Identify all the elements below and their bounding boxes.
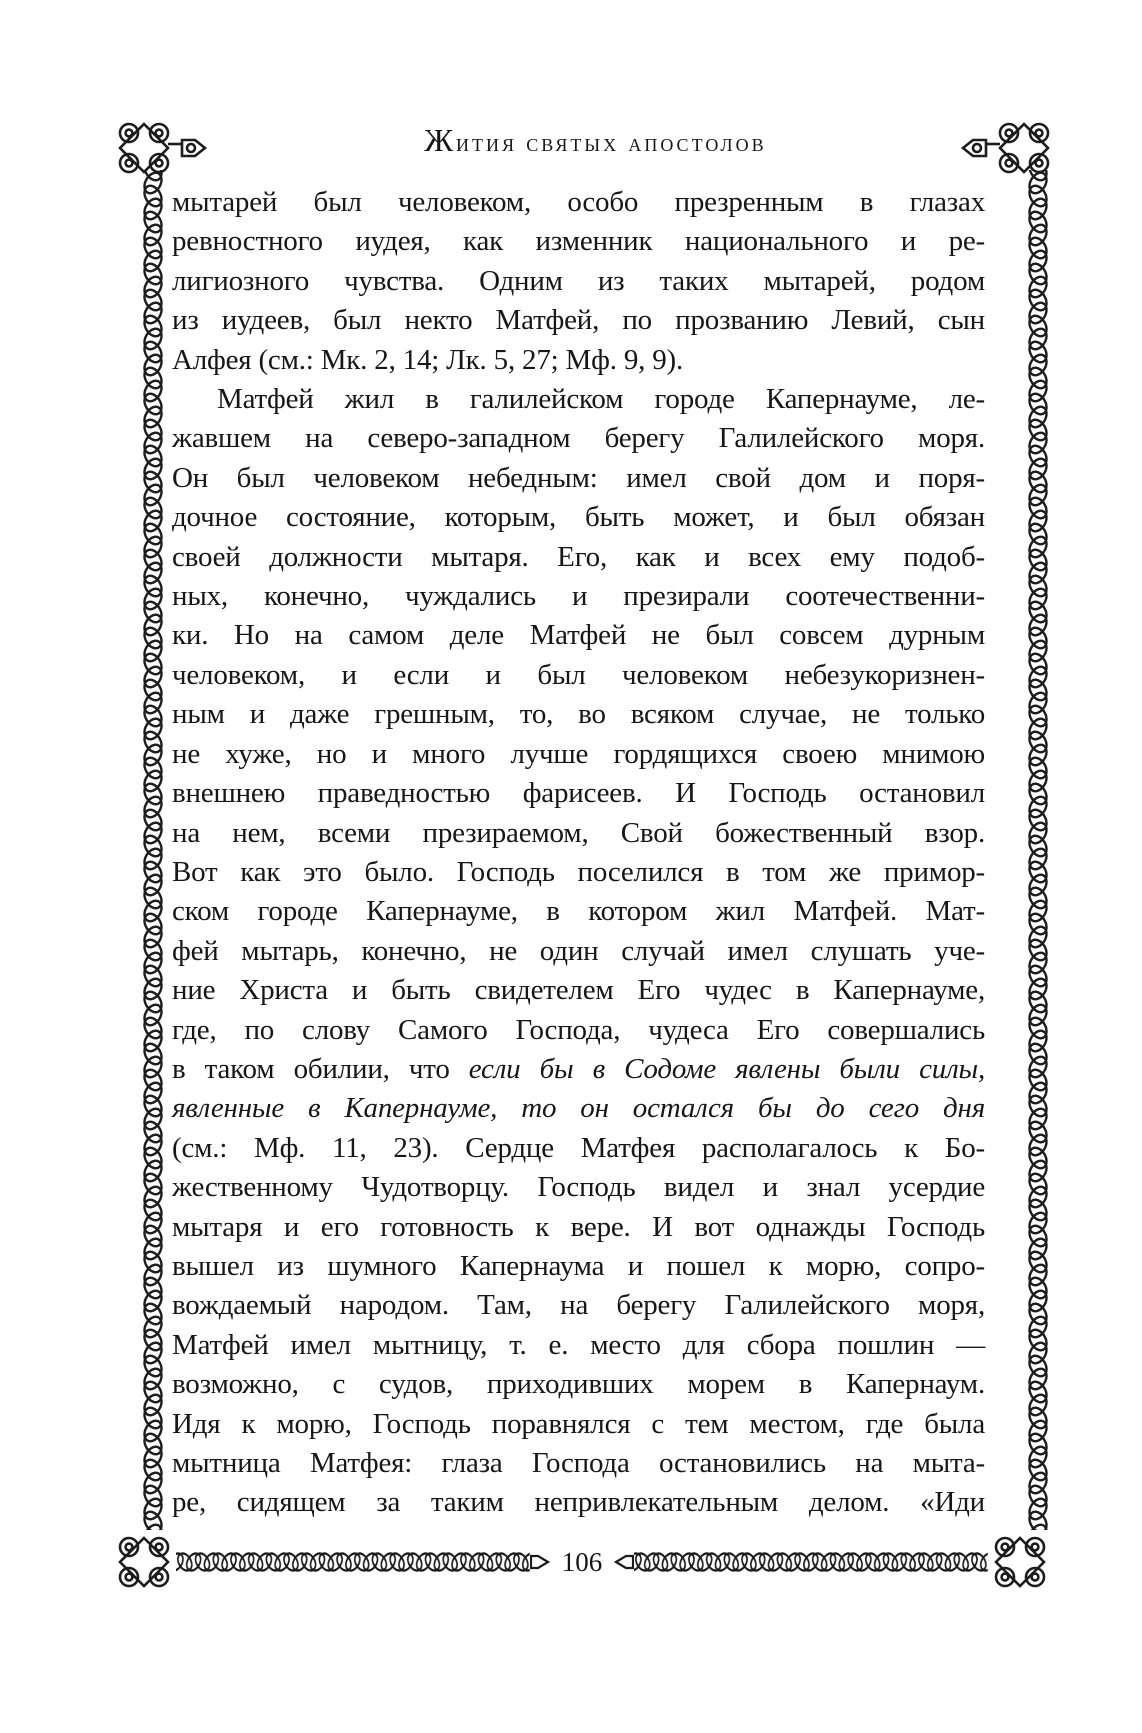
- text-run: вождаемый народом. Там, на берегу Галилейского моря,: [172, 1289, 985, 1322]
- text-line: [172, 262, 985, 301]
- text-line: [172, 1365, 985, 1404]
- text-run: Алфея (см.: Мк. 2, 14; Лк. 5, 27; Мф. 9, 9).: [172, 343, 684, 376]
- text-run: вышел из шумного Капернаума и пошел к морю, сопро-: [172, 1249, 985, 1282]
- text-line: [172, 616, 985, 655]
- text-run: своей должности мытаря. Его, как и всех ему подоб-: [172, 540, 985, 573]
- text-line: [172, 1286, 985, 1325]
- text-run: лигиозного чувства. Одним из таких мытарей, родом: [172, 264, 985, 297]
- text-run: ском городе Капернауме, в котором жил Матфей. Мат-: [172, 895, 985, 928]
- text-run: ных, конечно, чуждались и презирали соотечественни-: [172, 580, 985, 613]
- text-line: [172, 774, 985, 813]
- text-run: Матфей имел мытницу, т. е. место для сбора пошлин —: [172, 1328, 985, 1361]
- text-run: жественному Чудотворцу. Господь видел и знал усердие: [172, 1171, 985, 1204]
- text-line: [172, 1050, 985, 1089]
- scripture-quote-run: явленные в Капернауме, то он остался бы до сего дня: [172, 1092, 985, 1125]
- text-run: ревностного иудея, как изменник национального и ре-: [172, 225, 985, 258]
- text-run: фей мытарь, конечно, не один случай имел слушать уче-: [172, 934, 985, 967]
- celtic-knot-corner-icon: [988, 1530, 1052, 1594]
- page-number: 106: [561, 1547, 603, 1577]
- text-line: [172, 183, 985, 222]
- text-line: [172, 459, 985, 498]
- text-line: [172, 222, 985, 261]
- celtic-knot-corner-icon: [112, 1530, 176, 1594]
- text-line: [172, 1168, 985, 1207]
- chain-border-icon: [634, 1549, 988, 1575]
- text-line: [172, 1326, 985, 1365]
- text-line: [172, 971, 985, 1010]
- chain-arrow-tip-icon: [530, 1551, 550, 1573]
- text-run: Матфей жил в галилейском городе Капернауме, ле-: [217, 383, 985, 416]
- text-line: [172, 1208, 985, 1247]
- text-line: [172, 380, 985, 419]
- text-line: [172, 1011, 985, 1050]
- text-run: возможно, с судов, приходивших морем в Капернаум.: [172, 1368, 985, 1401]
- text-line: [172, 498, 985, 537]
- text-line: [172, 932, 985, 971]
- text-run: мытница Матфея: глаза Господа остановились на мыта-: [172, 1447, 985, 1479]
- text-line: [172, 814, 985, 853]
- text-run: мытарей был человеком, особо презренным в глазах: [172, 186, 985, 218]
- text-run: в таком обилии, что: [172, 1052, 469, 1085]
- scripture-quote-run: если бы в Содоме явлены были силы,: [468, 1052, 986, 1085]
- text-line: [172, 1405, 985, 1444]
- text-run: ние Христа и быть свидетелем Его чудес в Капернауме,: [172, 974, 985, 1007]
- chain-border-icon: [176, 1549, 530, 1575]
- text-line: [172, 419, 985, 458]
- text-run: ки. Но на самом деле Матфей не был совсем дурным: [172, 619, 985, 652]
- text-run: из иудеев, был некто Матфей, по прозванию Левий, сын: [172, 304, 985, 337]
- chain-arrow-tip-icon: [614, 1551, 634, 1573]
- text-run: Идя к морю, Господь поравнялся с тем местом, где была: [172, 1407, 985, 1440]
- text-line: [172, 735, 985, 774]
- paragraph: [172, 183, 985, 380]
- text-line: [172, 301, 985, 340]
- text-line: [172, 1089, 985, 1128]
- text-line: [172, 1247, 985, 1286]
- text-line: [172, 1483, 985, 1522]
- chain-border-icon: [140, 170, 166, 1530]
- text-run: (см.: Мф. 11, 23). Сердце Матфея располагалось к Бо-: [172, 1131, 985, 1164]
- page-title: Жития святых апостолов: [424, 122, 767, 158]
- text-run: Вот как это было. Господь поселился в том же примор-: [172, 855, 985, 888]
- body-text: [172, 183, 985, 1523]
- text-run: ным и даже грешным, то, во всяком случае, не только: [172, 698, 985, 731]
- text-run: жавшем на северо-западном берегу Галилейского моря.: [172, 422, 985, 455]
- text-run: дочное состояние, которым, быть может, и был обязан: [172, 501, 985, 534]
- text-line: [172, 695, 985, 734]
- page-footer: [112, 1530, 1052, 1594]
- text-line: [172, 341, 985, 380]
- text-run: ре, сидящем за таким непривлекательным делом. «Иди: [172, 1486, 985, 1519]
- chain-border-icon: [1025, 170, 1051, 1530]
- text-line: [172, 892, 985, 931]
- paragraph: [172, 380, 985, 1523]
- text-run: мытаря и его готовность к вере. И вот однажды Господь: [172, 1210, 985, 1243]
- text-run: внешнею праведностью фарисеев. И Господь остановил: [172, 777, 985, 810]
- text-line: [172, 853, 985, 892]
- text-run: на нем, всеми презираемом, Свой божественный взор.: [172, 816, 985, 849]
- text-line: [172, 577, 985, 616]
- text-line: [172, 538, 985, 577]
- text-run: человеком, и если и был человеком небезукоризнен-: [172, 658, 985, 691]
- text-run: Он был человеком небедным: имел свой дом и поря-: [172, 461, 985, 494]
- text-line: [172, 1129, 985, 1168]
- text-line: [172, 1444, 985, 1483]
- text-run: не хуже, но и много лучше гордящихся своею мнимою: [172, 737, 985, 770]
- text-line: [172, 656, 985, 695]
- text-run: где, по слову Самого Господа, чудеса Его совершались: [172, 1013, 985, 1046]
